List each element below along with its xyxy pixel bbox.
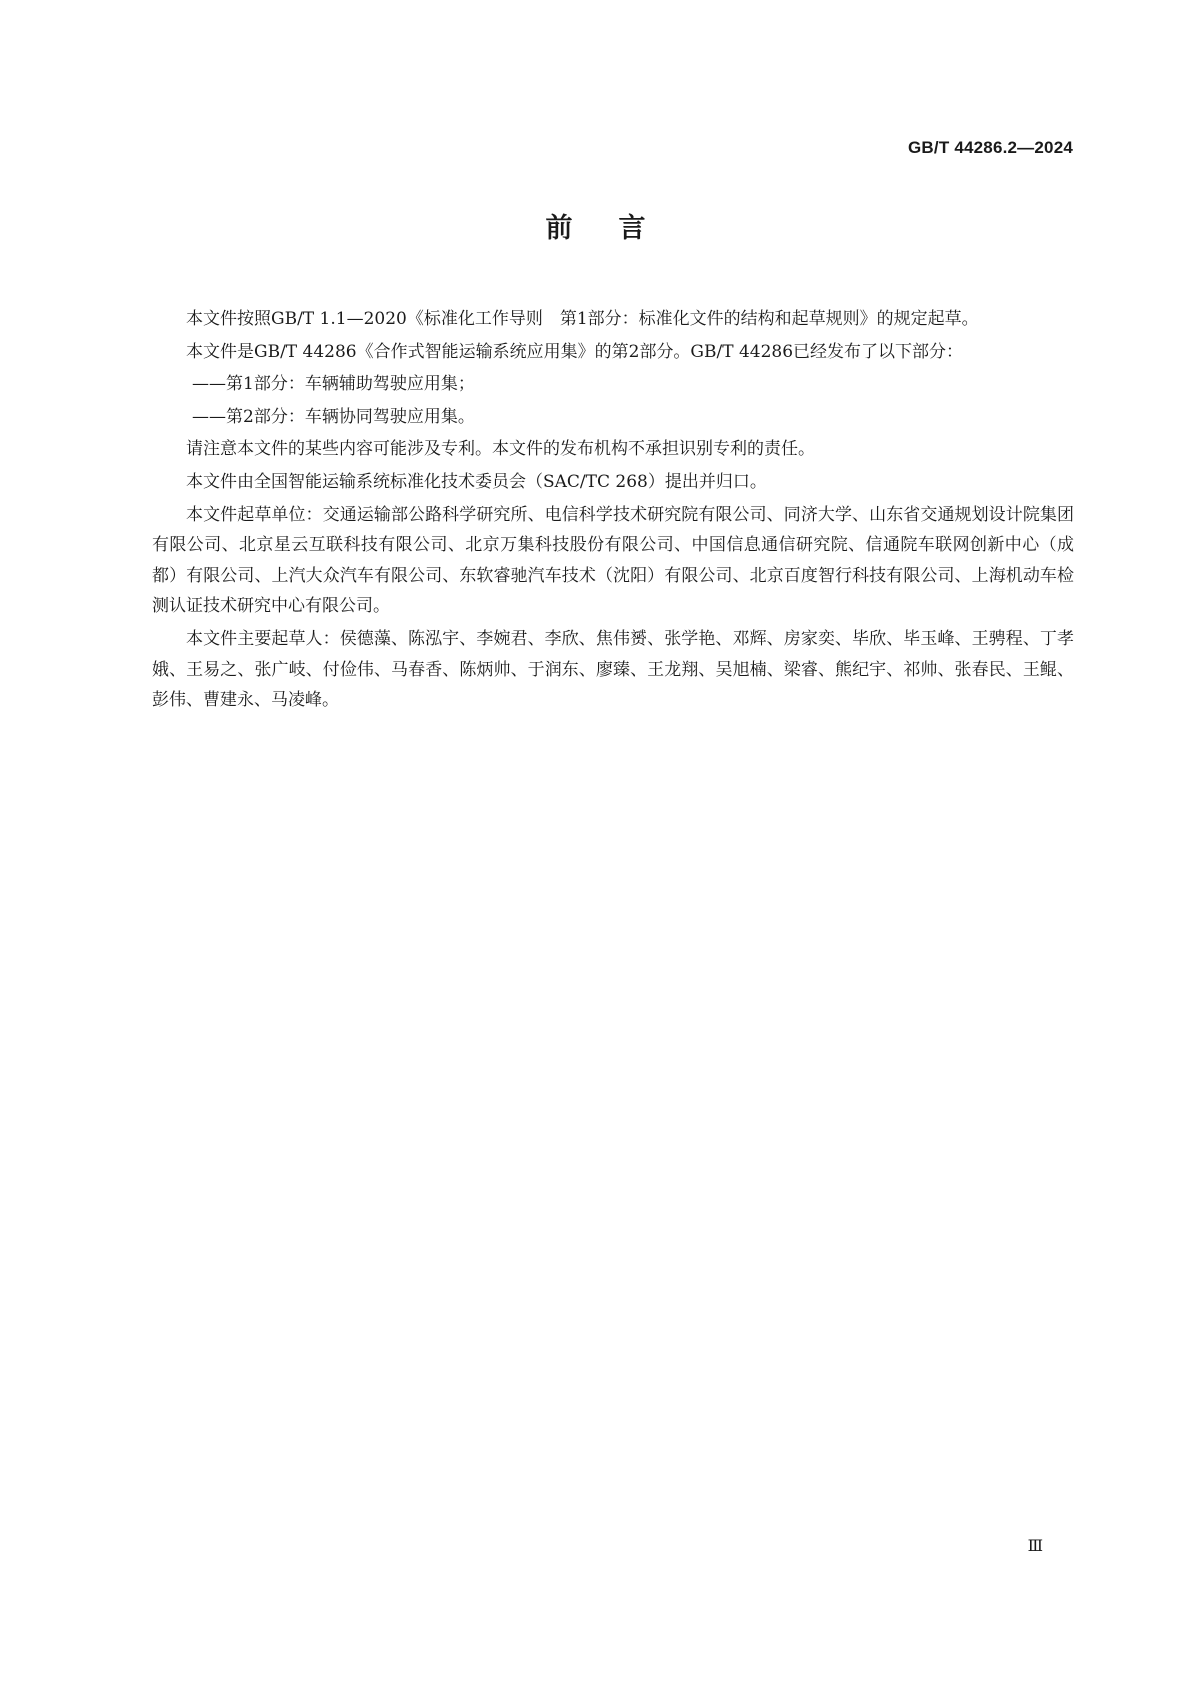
paragraph-drafting-rules: 本文件按照GB/T 1.1—2020《标准化工作导则 第1部分：标准化文件的结构和起草规则》的规定起草。 <box>186 309 979 329</box>
page-title: 前言 <box>545 213 692 244</box>
page-number: Ⅲ <box>1027 1536 1043 1555</box>
paragraph-part-series: 本文件是GB/T 44286《合作式智能运输系统应用集》的第2部分。GB/T 44286已经发布了以下部分： <box>186 341 964 362</box>
paragraph-patent-notice: 请注意本文件的某些内容可能涉及专利。本文件的发布机构不承担识别专利的责任。 <box>186 439 815 460</box>
standard-number: GB/T 44286.2—2024 <box>908 138 1073 157</box>
list-item-part-1: ——第1部分：车辆辅助驾驶应用集； <box>192 374 475 395</box>
paragraph-drafting-units: 本文件起草单位：交通运输部公路科学研究所、电信科学技术研究院有限公司、同济大学、山东省交通规划设计院集团有限公司、北京星云互联科技有限公司、北京万集科技股份有限公司、中国信息通信研究院、信通院车联网创新中心（成都）有限公司、上汽大众汽车有限公司、东软睿驰汽车技术（沈阳）有限公司、北京百度智行科技有限公司、上海机动车检测认证技术研究中心有限公司。 <box>152 504 1074 617</box>
foreword-body <box>152 304 1074 718</box>
list-item-part-2: ——第2部分：车辆协同驾驶应用集。 <box>192 406 475 427</box>
paragraph-drafters: 本文件主要起草人：侯德藻、陈泓宇、李婉君、李欣、焦伟赟、张学艳、邓辉、房家奕、毕欣、毕玉峰、王骋程、丁孝娥、王易之、张广岐、付俭伟、马春香、陈炳帅、于润东、廖臻、王龙翔、吴旭楠、梁睿、熊纪宇、祁帅、张春民、王鲲、彭伟、曹建永、马凌峰。 <box>152 628 1074 711</box>
paragraph-proposer: 本文件由全国智能运输系统标准化技术委员会（SAC/TC 268）提出并归口。 <box>186 471 767 492</box>
